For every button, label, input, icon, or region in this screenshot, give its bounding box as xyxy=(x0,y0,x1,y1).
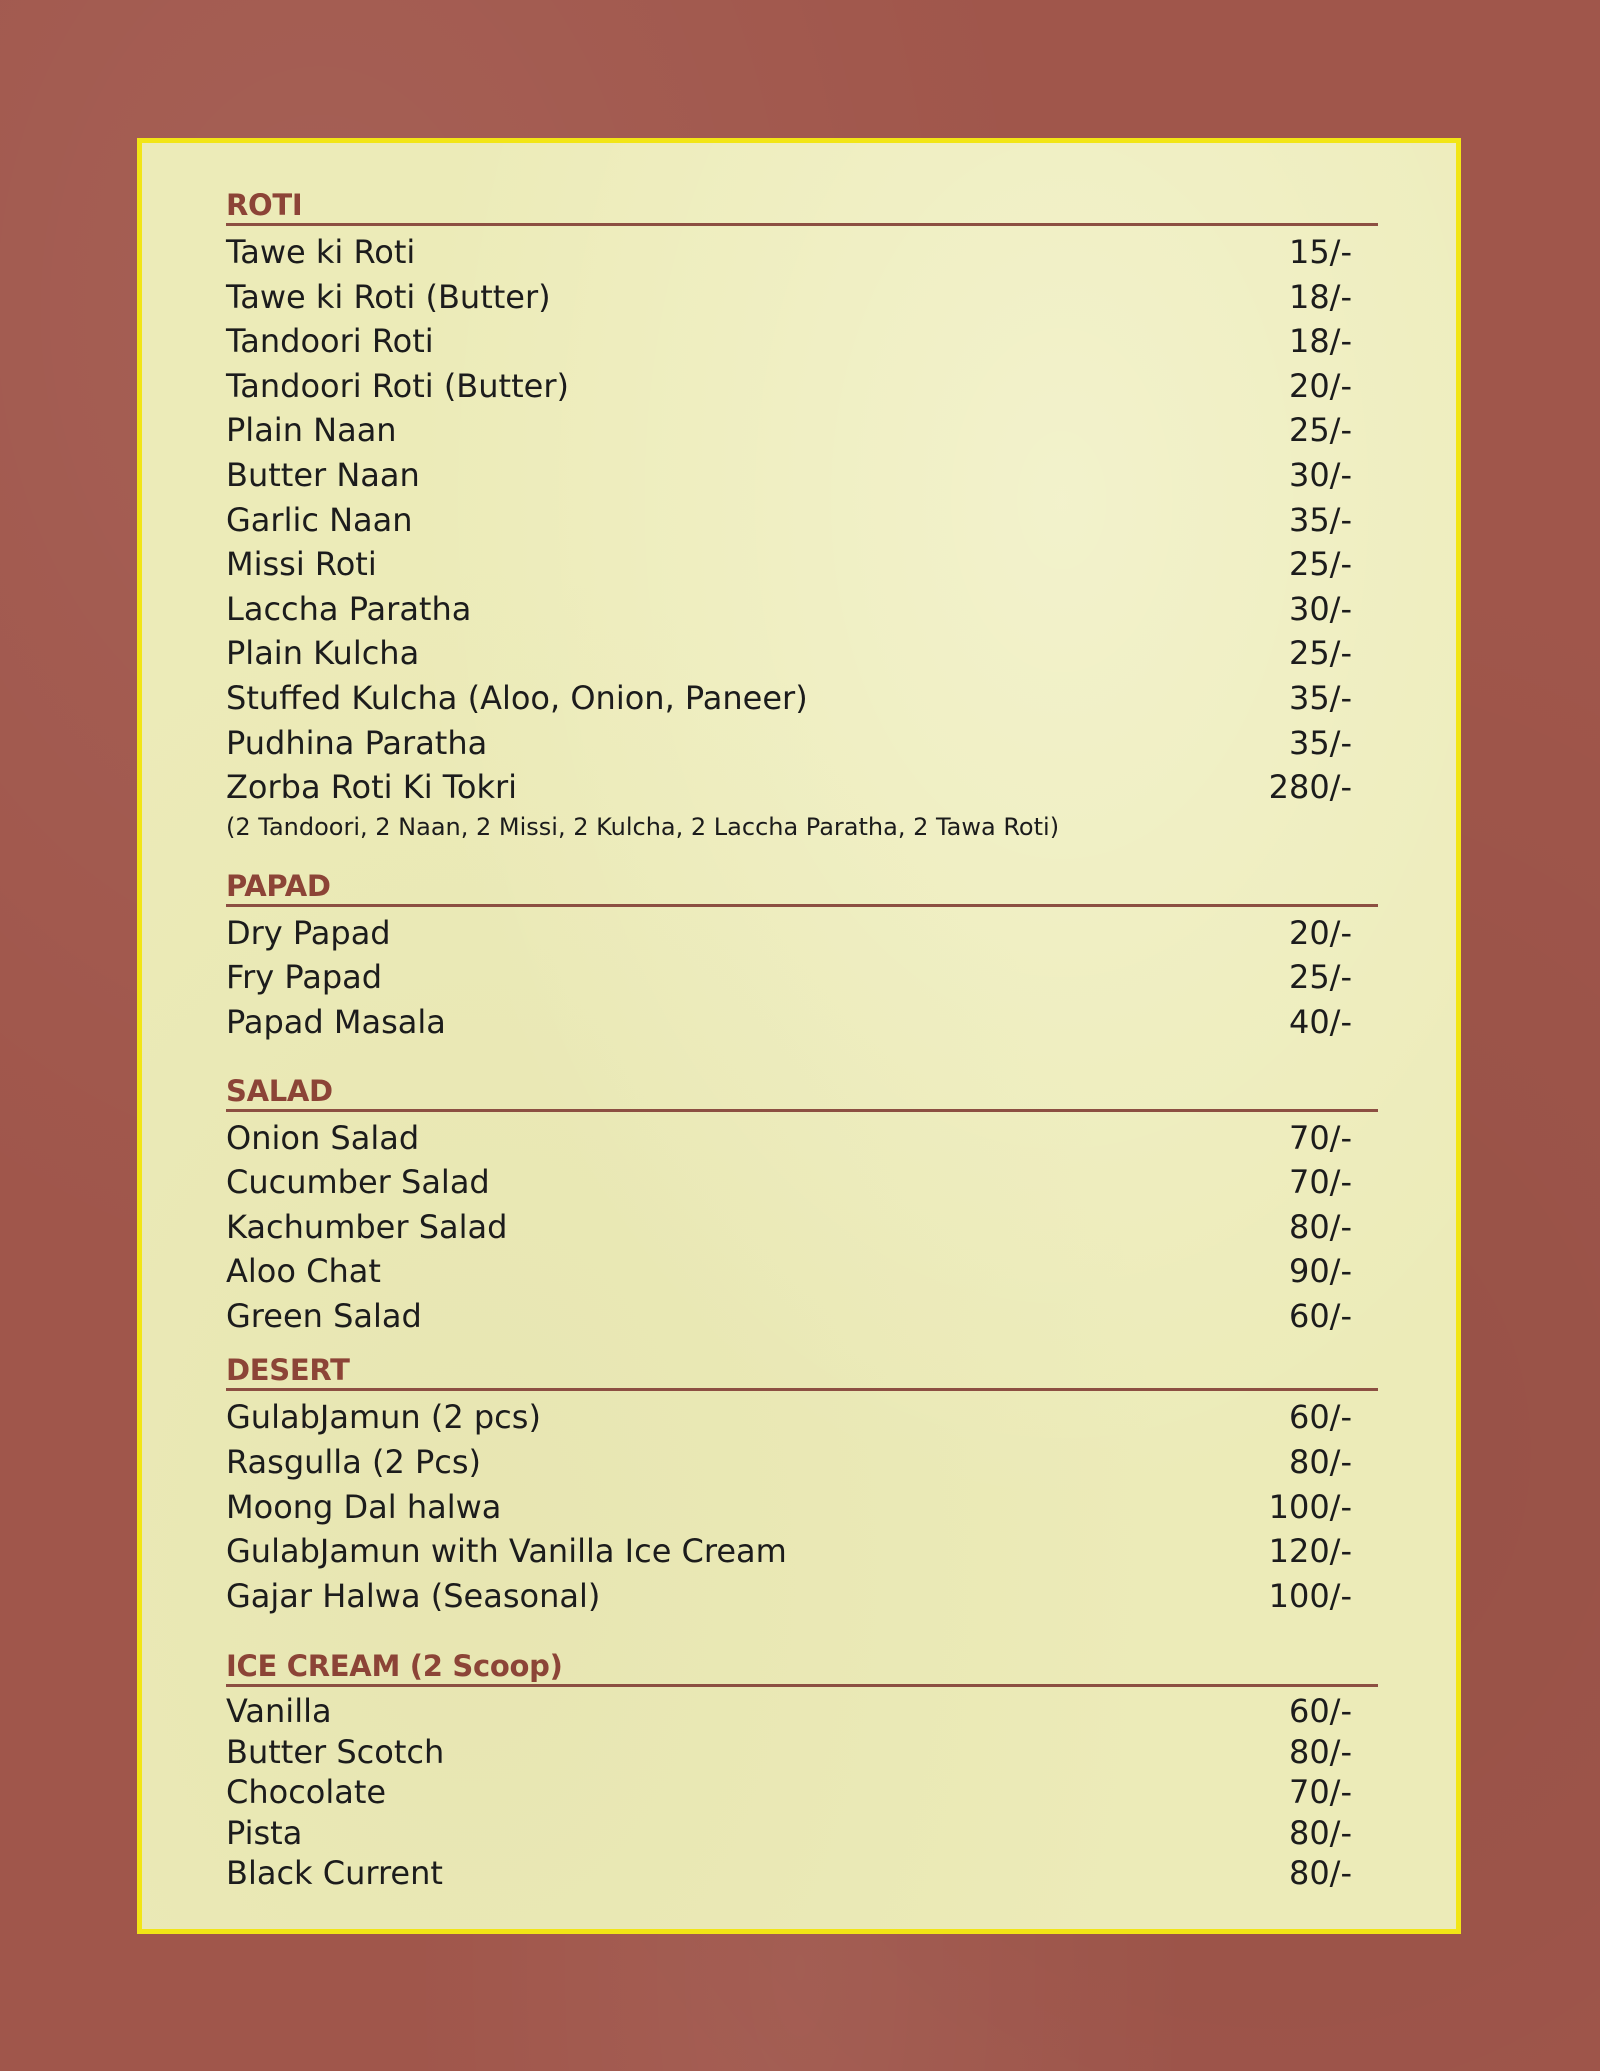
item-name: Butter Naan xyxy=(226,455,420,494)
item-name: Plain Naan xyxy=(226,411,397,450)
menu-item xyxy=(226,319,1378,364)
menu-item xyxy=(226,1574,1378,1619)
item-note: (2 Tandoori, 2 Naan, 2 Missi, 2 Kulcha, 2 Laccha Paratha, 2 Tawa Roti) xyxy=(226,812,1060,841)
section-divider xyxy=(226,223,1378,226)
item-name: Dry Papad xyxy=(226,913,391,952)
section-divider xyxy=(226,904,1378,907)
section-title: DESERT xyxy=(226,1353,350,1388)
item-price: 60/- xyxy=(1288,1692,1352,1731)
item-name: Chocolate xyxy=(226,1773,387,1812)
menu-item xyxy=(226,1813,1378,1854)
menu-item xyxy=(226,408,1378,453)
menu-card xyxy=(137,138,1461,1934)
item-price: 18/- xyxy=(1288,277,1352,316)
item-price: 60/- xyxy=(1288,1296,1352,1335)
item-name: Kachumber Salad xyxy=(226,1207,508,1246)
menu-item xyxy=(226,765,1378,810)
item-price: 30/- xyxy=(1288,455,1352,494)
item-price: 90/- xyxy=(1288,1252,1352,1291)
menu-item xyxy=(226,1772,1378,1813)
item-name: Plain Kulcha xyxy=(226,634,420,673)
item-price: 35/- xyxy=(1288,500,1352,539)
item-name: Garlic Naan xyxy=(226,500,413,539)
item-name: Black Current xyxy=(226,1854,443,1893)
menu-item xyxy=(226,631,1378,676)
section-divider xyxy=(226,1684,1378,1687)
menu-item xyxy=(226,911,1378,956)
menu-item xyxy=(226,498,1378,543)
item-name: Tandoori Roti (Butter) xyxy=(226,366,569,405)
menu-item xyxy=(226,676,1378,721)
item-price: 100/- xyxy=(1268,1487,1352,1526)
item-price: 70/- xyxy=(1288,1163,1352,1202)
menu-item xyxy=(226,453,1378,498)
item-price: 280/- xyxy=(1268,768,1352,807)
menu-item xyxy=(226,1294,1378,1339)
item-price: 20/- xyxy=(1288,913,1352,952)
item-price: 18/- xyxy=(1288,322,1352,361)
item-name: Papad Masala xyxy=(226,1002,446,1041)
item-name: Aloo Chat xyxy=(226,1252,381,1291)
section-divider xyxy=(226,1388,1378,1391)
item-price: 30/- xyxy=(1288,589,1352,628)
item-price: 15/- xyxy=(1288,233,1352,271)
section-title: ROTI xyxy=(226,188,303,222)
item-name: Gajar Halwa (Seasonal) xyxy=(226,1576,601,1615)
item-price: 70/- xyxy=(1288,1118,1352,1157)
item-name: Rasgulla (2 Pcs) xyxy=(226,1443,482,1482)
item-price: 25/- xyxy=(1288,411,1352,450)
menu-item xyxy=(226,1395,1378,1440)
menu-item xyxy=(226,1732,1378,1773)
item-price: 40/- xyxy=(1288,1002,1352,1041)
item-name: Onion Salad xyxy=(226,1118,420,1157)
section-title: ICE CREAM (2 Scoop) xyxy=(226,1649,563,1684)
item-name: GulabJamun (2 pcs) xyxy=(226,1398,541,1437)
item-price: 80/- xyxy=(1288,1443,1352,1482)
menu-item xyxy=(226,1529,1378,1574)
item-price: 35/- xyxy=(1288,678,1352,717)
section-title: PAPAD xyxy=(226,868,331,903)
item-price: 80/- xyxy=(1288,1813,1352,1852)
menu-item xyxy=(226,275,1378,320)
menu-item xyxy=(226,1116,1378,1161)
menu-item xyxy=(226,721,1378,766)
menu-item xyxy=(226,364,1378,409)
item-name: Missi Roti xyxy=(226,545,377,584)
menu-item xyxy=(226,1000,1378,1045)
item-price: 100/- xyxy=(1268,1576,1352,1615)
menu-item xyxy=(226,542,1378,587)
item-name: Cucumber Salad xyxy=(226,1163,490,1202)
item-price: 60/- xyxy=(1288,1398,1352,1437)
item-name: Tawe ki Roti (Butter) xyxy=(226,277,551,316)
menu-item xyxy=(226,1249,1378,1294)
item-price: 25/- xyxy=(1288,634,1352,673)
item-price: 20/- xyxy=(1288,366,1352,405)
item-name: Tawe ki Roti xyxy=(226,233,416,271)
menu-item xyxy=(226,587,1378,632)
item-name: Pudhina Paratha xyxy=(226,723,488,762)
item-name: Pista xyxy=(226,1813,303,1852)
item-name: Fry Papad xyxy=(226,958,383,997)
item-price: 80/- xyxy=(1288,1207,1352,1246)
menu-section-ice-cream xyxy=(226,1648,1378,1894)
item-name: Tandoori Roti xyxy=(226,322,434,361)
item-price: 120/- xyxy=(1268,1532,1352,1571)
item-name: GulabJamun with Vanilla Ice Cream xyxy=(226,1532,787,1571)
item-price: 25/- xyxy=(1288,958,1352,997)
item-price: 80/- xyxy=(1288,1732,1352,1771)
item-name: Zorba Roti Ki Tokri xyxy=(226,768,518,807)
item-name: Stuffed Kulcha (Aloo, Onion, Paneer) xyxy=(226,678,808,717)
menu-item xyxy=(226,1160,1378,1205)
menu-section-roti xyxy=(226,187,1378,844)
menu-item xyxy=(226,1485,1378,1530)
item-name: Moong Dal halwa xyxy=(226,1487,502,1526)
item-price: 25/- xyxy=(1288,545,1352,584)
menu-item xyxy=(226,230,1378,275)
item-name: Butter Scotch xyxy=(226,1732,445,1771)
item-name: Laccha Paratha xyxy=(226,589,472,628)
menu-item xyxy=(226,1853,1378,1894)
item-price: 35/- xyxy=(1288,723,1352,762)
item-name: Vanilla xyxy=(226,1692,332,1731)
menu-section-papad xyxy=(226,868,1378,1045)
section-divider xyxy=(226,1109,1378,1112)
item-price: 70/- xyxy=(1288,1773,1352,1812)
menu-section-desert xyxy=(226,1352,1378,1618)
item-price: 80/- xyxy=(1288,1854,1352,1893)
menu-item xyxy=(226,1440,1378,1485)
menu-item xyxy=(226,1205,1378,1250)
menu-section-salad xyxy=(226,1073,1378,1339)
menu-item xyxy=(226,955,1378,1000)
section-title: SALAD xyxy=(226,1073,333,1108)
item-name: Green Salad xyxy=(226,1296,422,1335)
menu-item xyxy=(226,1691,1378,1732)
